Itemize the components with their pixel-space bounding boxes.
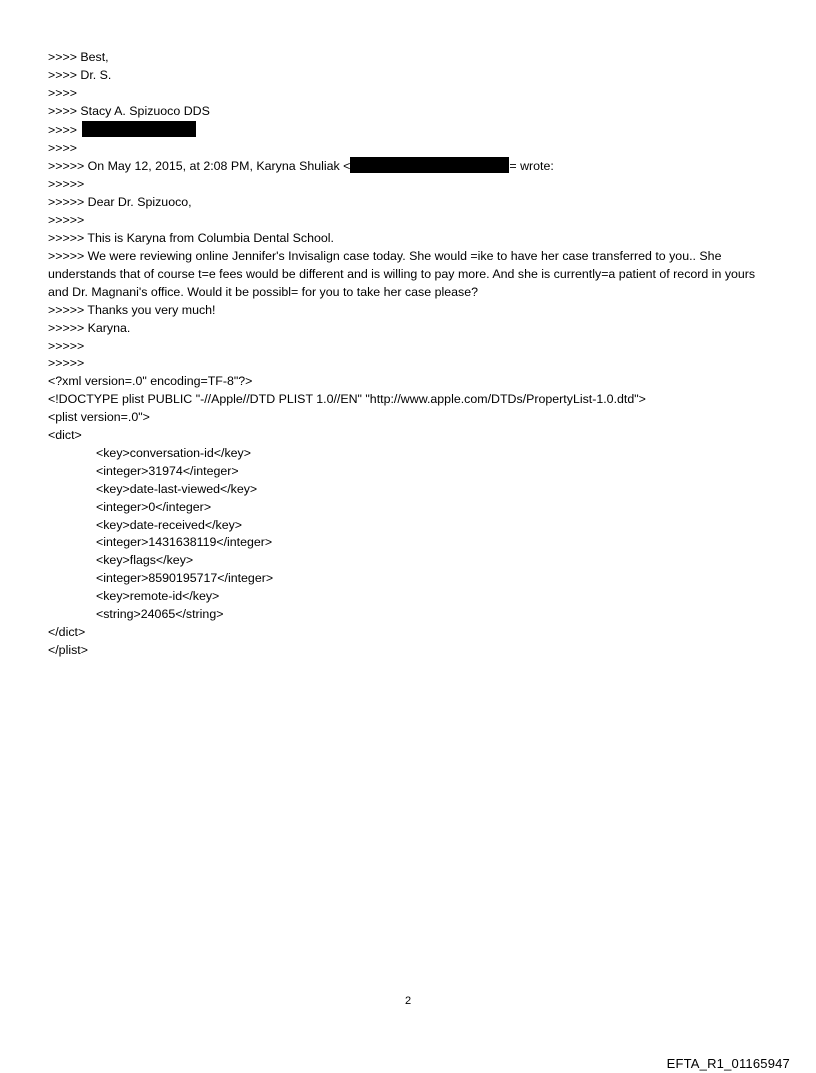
document-body	[48, 49, 778, 660]
quoted-line: >>>>	[48, 140, 77, 155]
dict-close-tag: </dict>	[48, 625, 86, 639]
page-number: 2	[404, 995, 412, 1007]
wrote-prefix: >>>>> On May 12, 2015, at 2:08 PM, Karyna Shuliak <	[48, 159, 351, 174]
quoted-line: >>>> Best,	[48, 50, 109, 64]
redacted-signature-line	[48, 121, 778, 140]
doctype-line: <!DOCTYPE plist PUBLIC "-//Apple//DTD PLIST 1.0//EN" "http://www.apple.com/DTDs/PropertyList-1.0.dtd">	[48, 392, 646, 407]
quoted-line: >>>>>	[48, 338, 85, 353]
xml-declaration: <?xml version=.0" encoding=TF-8"?>	[48, 374, 253, 389]
wrote-suffix: = wrote:	[509, 159, 554, 174]
quoted-line: >>>>> Karyna.	[48, 320, 131, 335]
quoted-prefix: >>>>	[48, 122, 81, 137]
plist-entry: <key>date-received</key>	[96, 517, 243, 532]
quoted-line: >>>>>	[48, 213, 85, 228]
quoted-line: >>>> Dr. S.	[48, 67, 112, 82]
quoted-line: >>>>>	[48, 356, 85, 371]
plist-entry: <integer>1431638119</integer>	[96, 535, 273, 550]
plist-entry: <key>flags</key>	[96, 553, 194, 568]
quoted-line: >>>>>	[48, 177, 85, 192]
quoted-line: >>>>> Dear Dr. Spizuoco,	[48, 195, 192, 210]
plist-entry: <key>conversation-id</key>	[96, 445, 251, 460]
plist-entry: <key>date-last-viewed</key>	[96, 481, 258, 496]
plist-open-tag: <plist version=.0">	[48, 410, 150, 425]
wrote-line	[48, 157, 778, 176]
plist-close-tag: </plist>	[48, 642, 88, 657]
quoted-line: >>>>	[48, 85, 77, 100]
redaction-block	[350, 157, 509, 173]
plist-entry: <string>24065</string>	[96, 607, 224, 622]
redaction-block	[82, 121, 196, 137]
plist-entry: <key>remote-id</key>	[96, 589, 220, 604]
quoted-line: >>>> Stacy A. Spizuoco DDS	[48, 103, 210, 118]
plist-entry: <integer>8590195717</integer>	[96, 571, 274, 586]
quoted-paragraph: >>>>> We were reviewing online Jennifer's Invisalign case today. She would =ike to have her case transferred to you.. She understands that of course t=e fees would be different and is willing to pay more. And she is currently=a patient of record in yours and Dr. Magnani's office. Would it be possibl= for you to take her case please?	[48, 248, 759, 299]
plist-entry: <integer>0</integer>	[96, 499, 212, 514]
dict-open-tag: <dict>	[48, 428, 82, 443]
quoted-line: >>>>> This is Karyna from Columbia Dental School.	[48, 231, 334, 246]
quoted-line: >>>>> Thanks you very much!	[48, 302, 216, 317]
document-id-footer: EFTA_R1_01165947	[666, 1056, 790, 1071]
plist-entry: <integer>31974</integer>	[96, 463, 239, 478]
